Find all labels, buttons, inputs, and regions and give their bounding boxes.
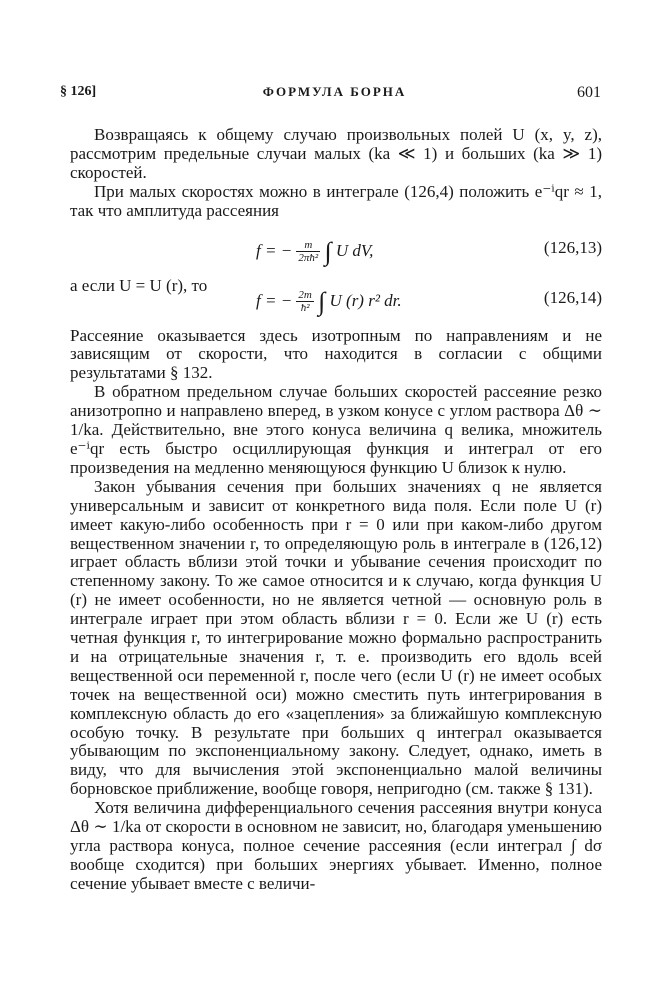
equation-formula: f = − $\frac{2m}{\text{ħ²}}$ ∫ U (r) r² dr.: [256, 286, 402, 316]
main-text: [70, 126, 602, 894]
integral-sign-icon: ∫: [318, 286, 326, 316]
paragraph-2: При малых скоростях можно в интеграле (126,4) положить e⁻ⁱqr ≈ 1, так что амплитуда рассеяния: [70, 181, 602, 220]
equation-126-13: [70, 227, 602, 271]
equation-label: (126,14): [543, 287, 602, 307]
paragraph-6: Закон убывания сечения при больших значениях q не является универсальным и зависит от конкретного вида поля. Если поле U (r) имеет какую-либо особенность при r = 0 или при каком-либо другом вещественном значении r, то определяющую роль в интеграле в (126,12) играет область вблизи этой точки и убывание сечения происходит по степенному закону. То же самое относится и к случаю, когда функция U (r) не имеет особенности, но не является четной — основную роль в интеграле играет при этом область вблизи r = 0. Если же U (r) есть четная функция r, то интегрирование можно формально распространить и на отрицательные значения r, т. е. производить его вдоль всей вещественной оси переменной r, после чего (если U (r) не имеет особых точек на вещественной оси) можно сместить путь интегрирования в комплексную область до его «зацепления» за ближайшую комплексную особую точку. В результате при больших q интеграл оказывается убывающим по экспоненциальному закону. Следует, однако, иметь в виду, что для вычисления этой экспоненциально малой величины борновское приближение, вообще говоря, непригодно (см. также § 131).: [70, 476, 602, 799]
page-number: 601: [577, 84, 601, 101]
fraction: $\frac{2m}{\text{ħ²}}$: [298, 289, 312, 315]
paragraph-5: В обратном предельном случае больших скоростей рассеяние резко анизотропно и направлено вперед, в узком конусе с углом раствора Δθ ∼ 1/ka. Действительно, вне этого конуса величина q велика, множитель e⁻ⁱqr есть быстро осциллирующая функция и интеграл от его произведения на медленно меняющуюся функцию U близок к нулю.: [70, 382, 602, 477]
equation-formula: f = − $\frac{m}{\text{2πħ²}}$ ∫ U dV,: [256, 236, 374, 266]
equation-126-14: [70, 277, 602, 321]
equation-label: (126,13): [543, 237, 602, 257]
running-title: ФОРМУЛА БОРНА: [262, 84, 407, 99]
integral-sign-icon: ∫: [324, 236, 332, 266]
section-marker: § 126]: [60, 84, 97, 99]
paragraph-3: а если U = U (r), то: [70, 275, 208, 295]
paragraph-1: Возвращаясь к общему случаю произвольных полей U (x, y, z), рассмотрим предельные случаи малых (ka ≪ 1) и больших (ka ≫ 1) скоростей.: [70, 125, 602, 182]
fraction: $\frac{m}{\text{2πħ²}}$: [298, 239, 319, 265]
paragraph-7: Хотя величина дифференциального сечения рассеяния внутри конуса Δθ ∼ 1/ka от скорости в основном не зависит, но, благодаря уменьшению угла раствора конуса, полное сечение рассеяния (если интеграл ∫ dσ вообще сходится) при больших энергиях убывает. Именно, полное сечение убывает вместе с величи-: [70, 798, 602, 893]
paragraph-4: Рассеяние оказывается здесь изотропным по направлениям и не зависящим от скорости, что находится в согласии с общими результатами § 132.: [70, 325, 602, 383]
